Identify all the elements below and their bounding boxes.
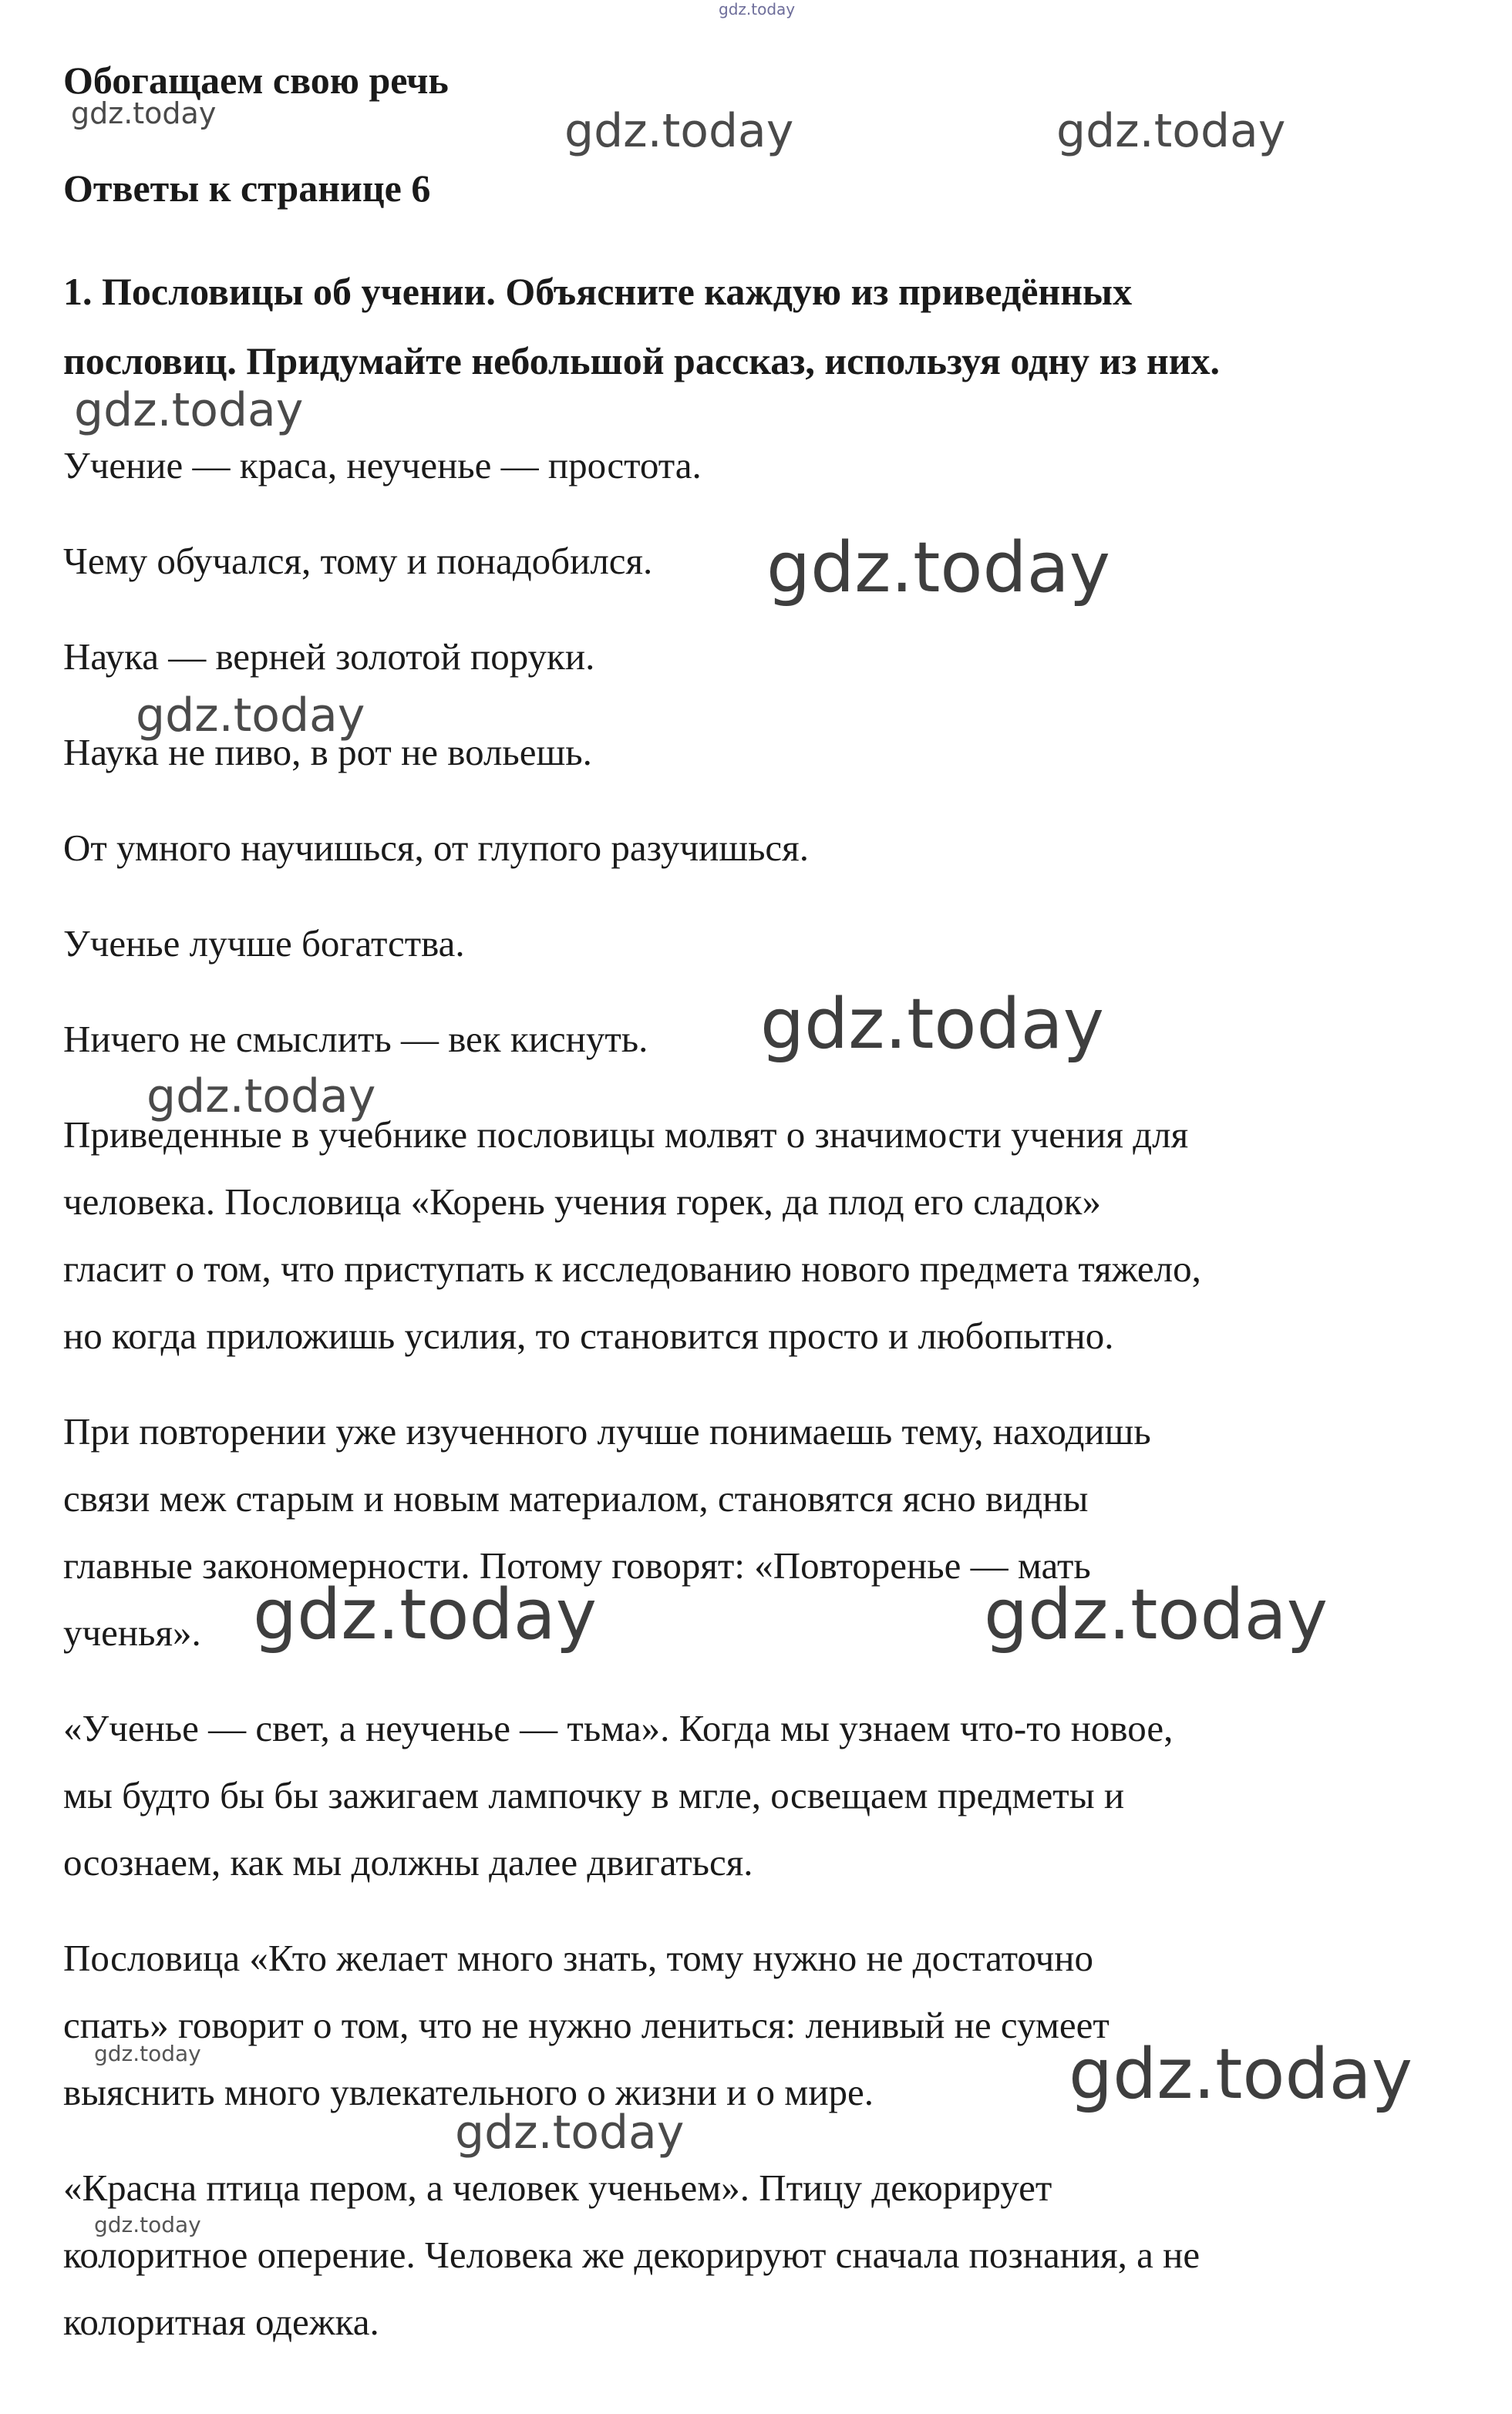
task-heading-line-1: 1. Пословицы об учении. Объясните каждую из приведённых (63, 270, 1133, 313)
watermark: gdz.today (74, 383, 304, 437)
paragraph-line: выяснить много увлекательного о жизни и о мире. (63, 2071, 874, 2113)
task-heading-line-2: пословиц. Придумайте небольшой рассказ, используя одну из них. (63, 339, 1221, 382)
paragraph-line: колоритная одежка. (63, 2301, 379, 2343)
paragraph-line: ученья». (63, 1611, 201, 1654)
paragraph-line: главные закономерности. Потому говорят: «Повторенье — мать (63, 1544, 1091, 1587)
paragraph-line: Пословица «Кто желает много знать, тому нужно не достаточно (63, 1937, 1093, 1979)
watermark: gdz.today (94, 2041, 201, 2066)
proverb-line: От умного научишься, от глупого разучишься. (63, 827, 809, 869)
paragraph-line: При повторении уже изученного лучше понимаешь тему, находишь (63, 1410, 1151, 1453)
paragraph-line: связи меж старым и новым материалом, становятся ясно видны (63, 1477, 1089, 1520)
paragraph-line: «Красна птица пером, а человек ученьем». Птицу декорирует (63, 2167, 1052, 2209)
watermark: gdz.today (136, 689, 365, 742)
paragraph-line: спать» говорит о том, что не нужно лениться: ленивый не сумеет (63, 2004, 1110, 2046)
watermark: gdz.today (1056, 104, 1286, 158)
watermark: gdz.today (564, 104, 794, 158)
paragraph-line: но когда приложишь усилия, то становится просто и любопытно. (63, 1315, 1114, 1357)
watermark: gdz.today (71, 96, 217, 130)
watermark: gdz.today (455, 2106, 685, 2160)
watermark: gdz.today (253, 1574, 598, 1655)
watermark: gdz.today (719, 0, 796, 19)
paragraph-line: осознаем, как мы должны далее двигаться. (63, 1841, 753, 1884)
proverb-line: Ничего не смыслить — век киснуть. (63, 1018, 648, 1060)
paragraph-line: человека. Пословица «Корень учения горек, да плод его сладок» (63, 1180, 1101, 1223)
watermark: gdz.today (766, 527, 1111, 608)
paragraph-line: колоритное оперение. Человека же декорируют сначала познания, а не (63, 2234, 1201, 2276)
paragraph-line: гласит о том, что приступать к исследованию нового предмета тяжело, (63, 1247, 1201, 1290)
paragraph-line: мы будто бы бы зажигаем лампочку в мгле, освещаем предметы и (63, 1774, 1125, 1816)
paragraph-line: Приведенные в учебнике пословицы молвят о значимости учения для (63, 1113, 1189, 1156)
paragraph-line: «Ученье — свет, а неученье — тьма». Когда мы узнаем что-то новое, (63, 1707, 1174, 1749)
proverb-line: Чему обучался, тому и понадобился. (63, 540, 653, 582)
proverb-line: Ученье лучше богатства. (63, 922, 465, 965)
page-title: Ответы к странице 6 (63, 167, 431, 210)
watermark: gdz.today (984, 1574, 1328, 1655)
watermark: gdz.today (146, 1069, 376, 1123)
watermark: gdz.today (760, 984, 1105, 1065)
proverb-line: Учение — краса, неученье — простота. (63, 444, 702, 487)
watermark: gdz.today (1069, 2034, 1413, 2115)
proverb-line: Наука не пиво, в рот не вольешь. (63, 731, 592, 773)
proverb-line: Наука — верней золотой поруки. (63, 635, 595, 678)
watermark: gdz.today (94, 2212, 201, 2237)
section-title: Обогащаем свою речь (63, 59, 449, 102)
